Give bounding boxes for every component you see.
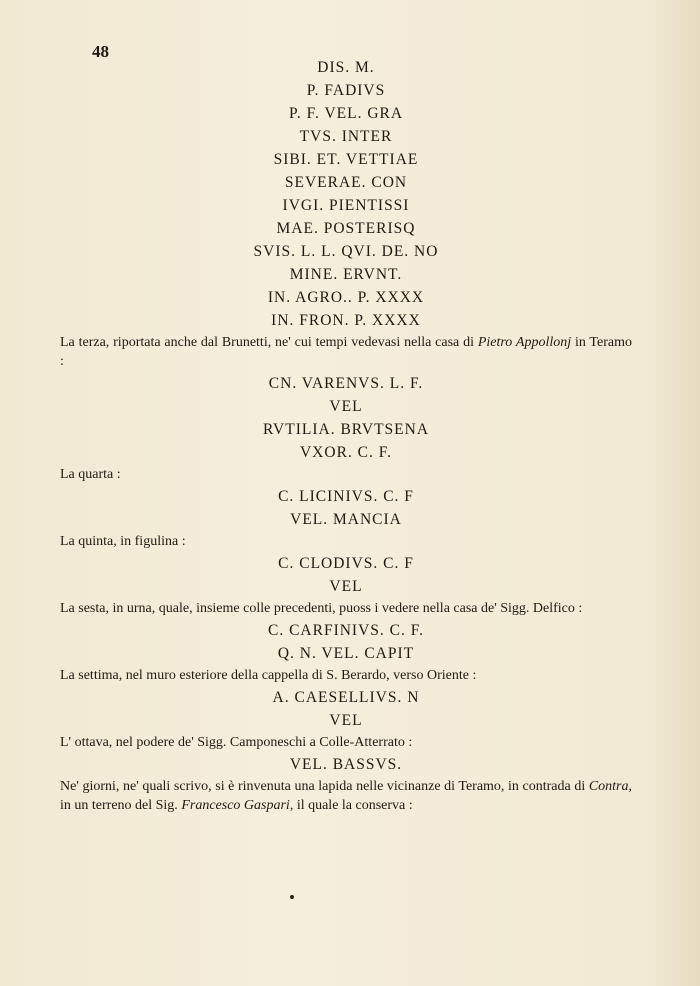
paragraph-terza: [60, 333, 632, 371]
page-number: 48: [92, 42, 109, 61]
place-name: Contra: [588, 779, 629, 794]
inscription-line: P. F. VEL. GRA: [288, 105, 404, 122]
inscription-line: SIBI. ET. VETTIAE: [273, 151, 419, 168]
inscription-line: C. LICINIVS. C. F: [278, 488, 414, 505]
person-name: Francesco Gaspari: [181, 798, 290, 813]
inscription-line: RVTILIA. BRVTSENA: [262, 421, 430, 438]
paragraph-ottava: L' ottava, nel podere de' Sigg. Camponeschi a Colle-Atterrato :: [60, 735, 413, 750]
page-content: [60, 56, 632, 816]
person-name: Pietro Appollonj: [477, 335, 572, 350]
paragraph-final: [60, 777, 632, 815]
paragraph-text: Ne' giorni, ne' quali scrivo, si è rinvenuta una lapida nelle vicinanze di Teramo, in contrada di: [60, 779, 589, 794]
paragraph-text: , il quale la conserva :: [289, 798, 413, 813]
inscription-line: VEL: [329, 398, 363, 415]
paragraph-text: La terza, riportata anche dal Brunetti, ne' cui tempi vedevasi nella casa di: [60, 335, 478, 350]
paragraph-quinta: La quinta, in figulina :: [60, 534, 186, 549]
inscription-line: IN. AGRO.. P. XXXX: [267, 289, 425, 306]
inscription-line: MAE. POSTERISQ: [276, 220, 416, 237]
inscription-line: VXOR. C. F.: [299, 444, 392, 461]
inscription-line: A. CAESELLIVS. N: [272, 689, 420, 706]
inscription-line: VEL: [329, 578, 363, 595]
paragraph-sesta: La sesta, in urna, quale, insieme colle precedenti, puoss i vedere nella casa de' Sigg. Delfico :: [60, 601, 583, 616]
inscription-line: VEL. BASSVS.: [289, 756, 403, 773]
inscription-line: VEL: [329, 712, 363, 729]
inscription-line: MINE. ERVNT.: [289, 266, 403, 283]
inscription-5: [60, 552, 632, 598]
inscription-line: IN. FRON. P. XXXX: [271, 312, 421, 329]
inscription-7: [60, 686, 632, 732]
inscription-line: Q. N. VEL. CAPIT: [277, 645, 415, 662]
inscription-3: [60, 372, 632, 464]
paragraph-settima: La settima, nel muro esteriore della cappella di S. Berardo, verso Oriente :: [60, 668, 477, 683]
paragraph-text: in Teramo :: [60, 335, 632, 369]
inscription-line: C. CARFINIVS. C. F.: [267, 622, 424, 639]
inscription-4: [60, 485, 632, 531]
inscription-line: P. FADIVS: [306, 82, 386, 99]
paragraph-quarta: La quarta :: [60, 467, 121, 482]
inscription-line: CN. VARENVS. L. F.: [268, 375, 424, 392]
inscription-line: IVGI. PIENTISSI: [282, 197, 410, 214]
inscription-line: SEVERAE. CON: [284, 174, 408, 191]
inscription-line: SVIS. L. L. QVI. DE. NO: [253, 243, 439, 260]
inscription-8: [60, 753, 632, 776]
ink-speck: [290, 895, 294, 899]
inscription-line: TVS. INTER: [299, 128, 393, 145]
paragraph-text: , in un terreno del Sig.: [60, 779, 632, 813]
inscription-line: VEL. MANCIA: [290, 511, 402, 528]
inscription-1: [60, 56, 632, 332]
inscription-6: [60, 619, 632, 665]
inscription-line: DIS. M.: [317, 59, 375, 76]
inscription-line: C. CLODIVS. C. F: [278, 555, 414, 572]
